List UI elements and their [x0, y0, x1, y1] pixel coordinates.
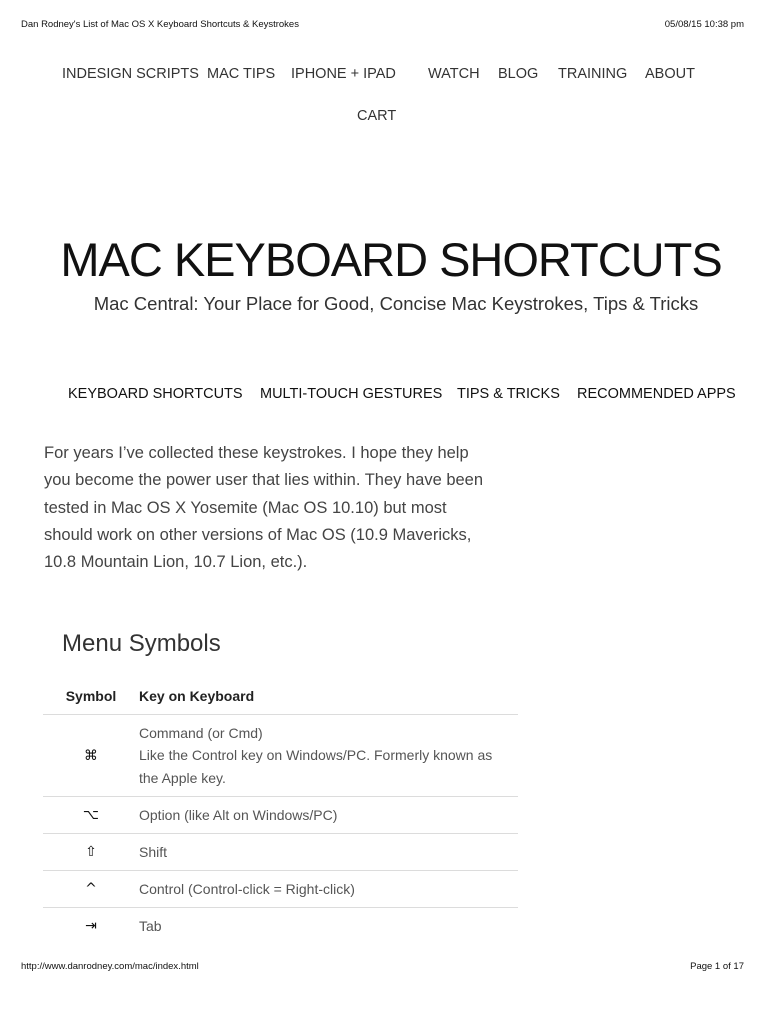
print-footer-url[interactable]: http://www.danrodney.com/mac/index.html: [21, 961, 199, 972]
key-description-line: Command (or Cmd): [139, 724, 263, 741]
table-header-row: [43, 678, 518, 715]
nav-item-watch[interactable]: WATCH: [428, 66, 480, 82]
column-header-key: Key on Keyboard: [139, 678, 518, 715]
print-header-datetime: 05/08/15 10:38 pm: [664, 19, 744, 30]
site-tagline: Mac Central: Your Place for Good, Concise Mac Keystrokes, Tips & Tricks: [93, 293, 699, 314]
option-symbol-icon: ⌥: [43, 797, 139, 834]
table-row: [43, 797, 518, 834]
subnav-item-tips-tricks[interactable]: TIPS & TRICKS: [457, 386, 560, 402]
key-description: Option (like Alt on Windows/PC): [139, 797, 518, 834]
nav-item-training[interactable]: TRAINING: [558, 66, 628, 82]
table-row: [43, 871, 518, 908]
nav-item-iphone-ipad[interactable]: IPHONE + IPAD: [291, 66, 396, 82]
intro-line: you become the power user that lies within. They have been: [44, 471, 484, 490]
print-footer-page-number: Page 1 of 17: [690, 961, 744, 972]
print-header-title: Dan Rodney's List of Mac OS X Keyboard Shortcuts & Keystrokes: [21, 19, 299, 30]
intro-line: For years I’ve collected these keystrokes. I hope they help: [44, 444, 469, 462]
menu-symbols-heading: Menu Symbols: [62, 630, 221, 657]
nav-item-about[interactable]: ABOUT: [645, 66, 695, 82]
nav-item-mac-tips[interactable]: MAC TIPS: [207, 66, 276, 82]
table-row: [43, 715, 518, 797]
intro-line: should work on other versions of Mac OS (10.9 Mavericks,: [44, 525, 472, 544]
subnav-item-multi-touch-gestures[interactable]: MULTI-TOUCH GESTURES: [260, 386, 443, 402]
column-header-symbol: Symbol: [43, 678, 139, 715]
key-description: Tab: [139, 917, 162, 934]
key-description: Control (Control-click = Right-click): [139, 871, 518, 908]
key-description: Shift: [139, 834, 518, 871]
control-symbol-icon: ^: [43, 871, 139, 908]
key-description: [139, 715, 518, 797]
site-title[interactable]: MAC KEYBOARD SHORTCUTS: [60, 233, 722, 286]
nav-item-indesign-scripts[interactable]: INDESIGN SCRIPTS: [62, 66, 199, 82]
command-symbol-icon: ⌘: [43, 715, 139, 797]
table-row: [43, 834, 518, 871]
subnav-item-recommended-apps[interactable]: RECOMMENDED APPS: [577, 386, 736, 402]
shift-symbol-icon: ⇧: [43, 834, 139, 871]
menu-symbols-table: [43, 678, 518, 944]
intro-line: 10.8 Mountain Lion, 10.7 Lion, etc.).: [44, 553, 308, 572]
subnav-item-keyboard-shortcuts[interactable]: KEYBOARD SHORTCUTS: [68, 386, 243, 402]
table-row: [43, 908, 518, 945]
intro-paragraph: [44, 440, 534, 576]
intro-line: tested in Mac OS X Yosemite (Mac OS 10.10) but most: [44, 498, 447, 517]
nav-item-cart[interactable]: CART: [357, 108, 397, 124]
tab-symbol-icon: ⇥: [85, 918, 97, 934]
key-description-line: Like the Control key on Windows/PC. Formerly known as: [139, 747, 493, 764]
key-description-line: the Apple key.: [139, 769, 226, 786]
nav-item-blog[interactable]: BLOG: [498, 66, 539, 82]
